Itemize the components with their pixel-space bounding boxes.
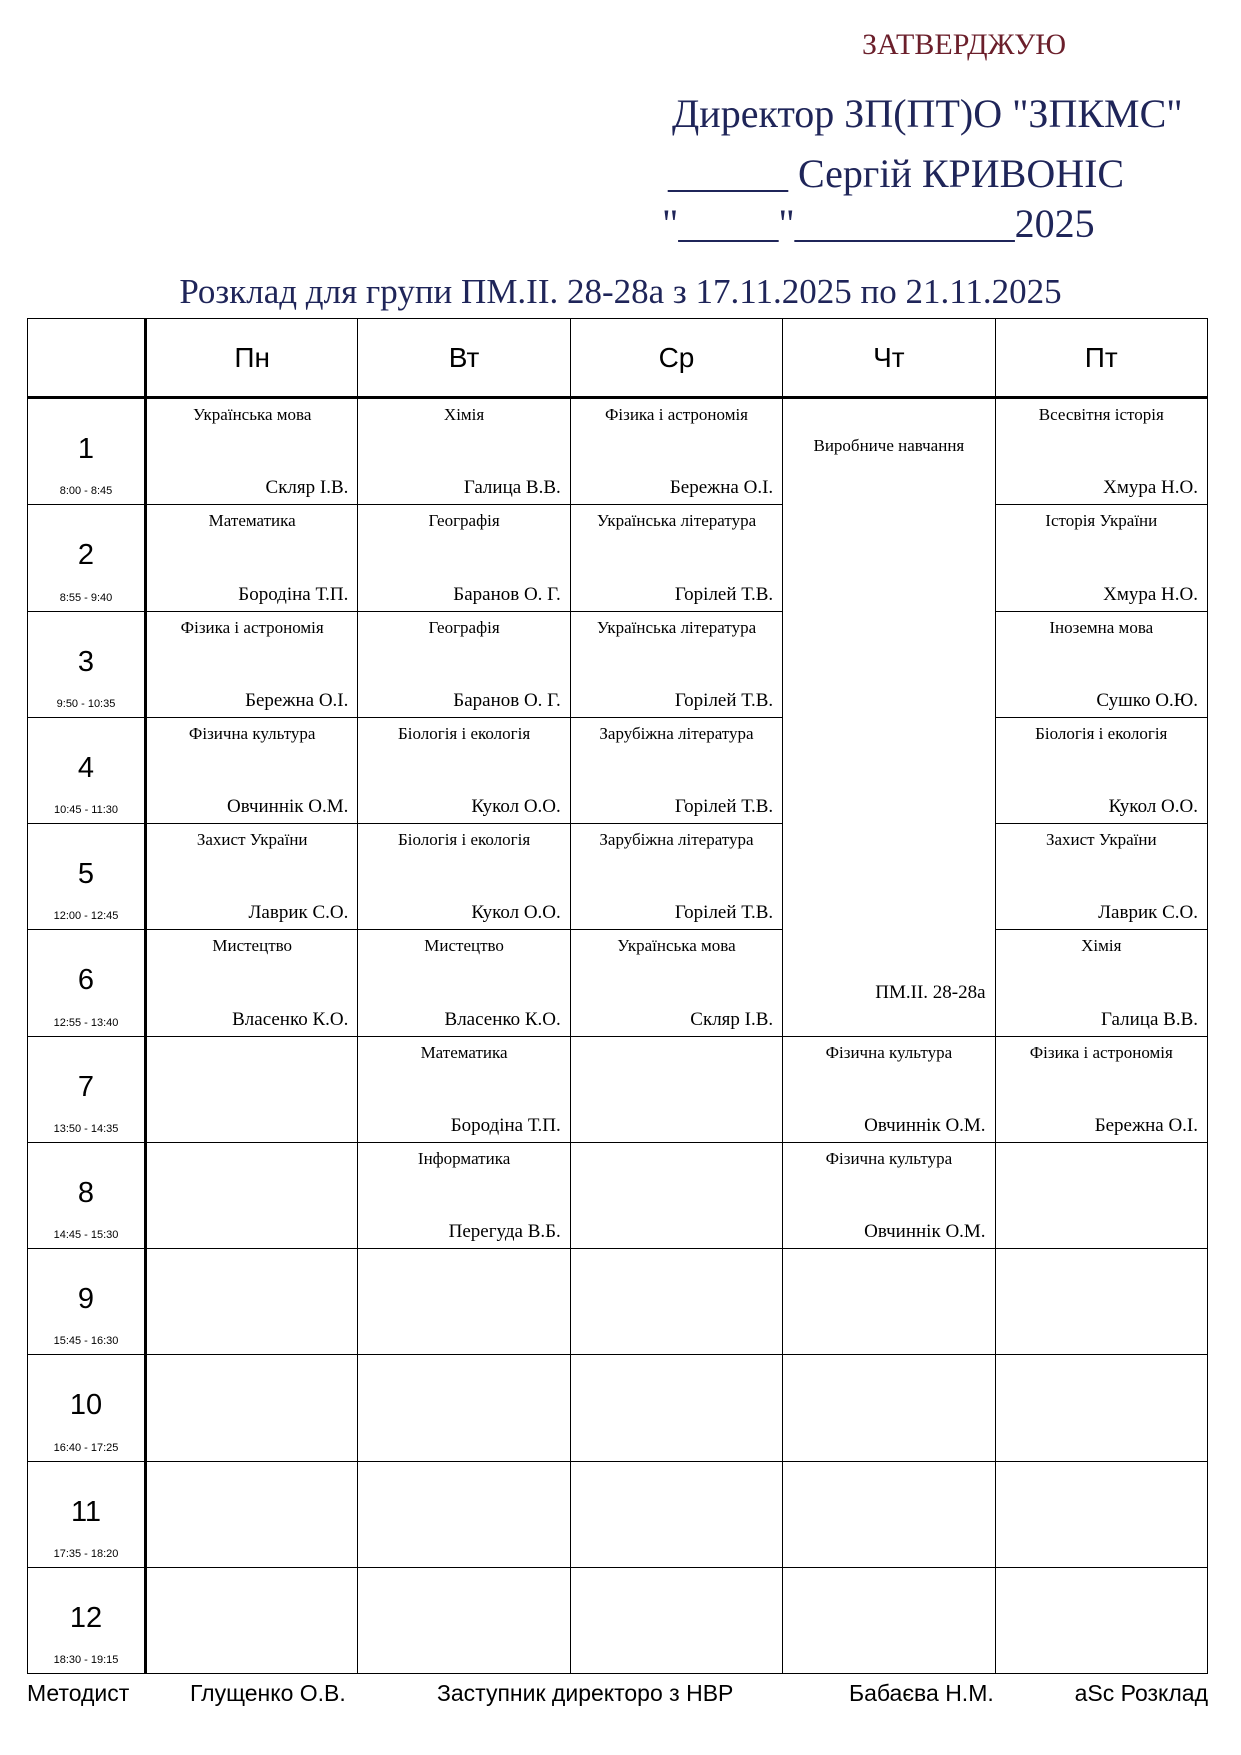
teacher-name: Кукол О.О. — [1108, 796, 1198, 818]
teacher-name: Лаврик С.О. — [1098, 902, 1198, 924]
subject-name: Захист України — [1045, 830, 1157, 850]
footer — [27, 1674, 1208, 1708]
empty-cell — [570, 1567, 782, 1673]
teacher-name: Горілей Т.В. — [674, 583, 774, 605]
schedule-title: Розклад для групи ПМ.ІІ. 28-28а з 17.11.2025 по 21.11.2025 — [179, 272, 1062, 311]
period-row — [28, 1036, 1208, 1142]
methodist-label: Методист — [27, 1680, 130, 1706]
subject-name: Українська мова — [617, 936, 736, 956]
empty-cell — [358, 1567, 570, 1673]
approval-heading: ЗАТВЕРДЖУЮ — [862, 28, 1067, 61]
period-time: 8:55 - 9:40 — [59, 591, 113, 604]
lesson-cell — [146, 824, 358, 930]
teacher-name: Лаврик С.О. — [248, 902, 349, 924]
empty-cell — [146, 1249, 358, 1355]
teacher-name: Галица В.В. — [463, 477, 561, 499]
lesson-cell — [570, 824, 782, 930]
methodist-name: Глущенко О.В. — [190, 1680, 346, 1706]
period-time: 14:45 - 15:30 — [53, 1229, 119, 1242]
subject-name: Географія — [428, 511, 500, 531]
period-row — [28, 398, 1208, 505]
lesson-cell — [570, 930, 782, 1036]
teacher-name: Скляр І.В. — [265, 477, 349, 499]
subject-name: Хімія — [443, 405, 485, 425]
teacher-name: Власенко К.О. — [232, 1008, 349, 1030]
teacher-name: Бережна О.І. — [1094, 1114, 1198, 1136]
software-credit: aSc Розклад — [1074, 1680, 1208, 1706]
approval-date: "_____"___________2025 — [662, 201, 1095, 246]
lesson-cell — [570, 611, 782, 717]
subject-name: Фізика і астрономія — [180, 617, 324, 637]
empty-cell — [995, 1142, 1207, 1248]
empty-cell — [146, 1461, 358, 1567]
period-number: 1 — [77, 433, 95, 466]
empty-cell — [146, 1036, 358, 1142]
teacher-name: Овчиннік О.М. — [864, 1114, 986, 1136]
period-row — [28, 1355, 1208, 1461]
subject-name: Мистецтво — [212, 936, 293, 956]
lesson-cell — [358, 1142, 570, 1248]
period-time: 16:40 - 17:25 — [53, 1441, 119, 1454]
period-cell — [28, 930, 146, 1036]
subject-name: Фізична культура — [825, 1042, 953, 1062]
empty-cell — [570, 1142, 782, 1248]
period-time: 13:50 - 14:35 — [53, 1122, 119, 1135]
teacher-name: Кукол О.О. — [471, 902, 561, 924]
empty-cell — [570, 1355, 782, 1461]
lesson-cell — [995, 717, 1207, 823]
teacher-name: Баранов О. Г. — [453, 583, 561, 605]
lesson-cell — [146, 611, 358, 717]
director-signature: ______ Сергій КРИВОНІС — [668, 151, 1125, 196]
subject-name: Виробниче навчання — [813, 436, 965, 456]
director-position: Директор ЗП(ПТ)О "ЗПКМС" — [672, 91, 1183, 136]
period-cell — [28, 1036, 146, 1142]
period-row — [28, 1142, 1208, 1248]
period-number: 10 — [69, 1389, 103, 1422]
group-name: ПМ.ІІ. 28-28а — [875, 981, 986, 1003]
lesson-cell — [358, 505, 570, 611]
period-number: 2 — [77, 539, 95, 572]
teacher-name: Галица В.В. — [1101, 1008, 1198, 1030]
period-time: 18:30 - 19:15 — [53, 1654, 119, 1666]
lesson-cell — [358, 611, 570, 717]
subject-name: Біологія і екологія — [1035, 723, 1168, 743]
day-header: Чт — [783, 319, 995, 398]
teacher-name: Хмура Н.О. — [1103, 477, 1198, 499]
period-row — [28, 1567, 1208, 1673]
period-time: 10:45 - 11:30 — [53, 804, 118, 817]
lesson-cell-merged — [783, 398, 995, 1036]
subject-name: Мистецтво — [424, 936, 504, 956]
subject-name: Біологія і екологія — [397, 723, 531, 743]
period-number: 9 — [77, 1283, 95, 1316]
subject-name: Математика — [208, 511, 296, 531]
period-row — [28, 611, 1208, 717]
empty-cell — [358, 1461, 570, 1567]
lesson-cell — [995, 398, 1207, 505]
subject-name: Захист України — [196, 830, 308, 850]
subject-name: Українська мова — [193, 405, 312, 425]
teacher-name: Бородіна Т.П. — [450, 1114, 561, 1136]
empty-cell — [146, 1355, 358, 1461]
corner-cell — [28, 319, 146, 398]
day-header: Ср — [570, 319, 782, 398]
period-number: 7 — [77, 1070, 95, 1103]
period-row — [28, 930, 1208, 1036]
deputy-label: Заступник директоро з НВР — [437, 1680, 734, 1706]
lesson-cell — [358, 717, 570, 823]
teacher-name: Овчиннік О.М. — [226, 796, 349, 818]
empty-cell — [783, 1567, 995, 1673]
period-cell — [28, 1567, 146, 1673]
empty-cell — [570, 1036, 782, 1142]
lesson-cell — [783, 1142, 995, 1248]
period-row — [28, 1461, 1208, 1567]
teacher-name: Кукол О.О. — [471, 796, 561, 818]
empty-cell — [146, 1142, 358, 1248]
empty-cell — [995, 1249, 1207, 1355]
empty-cell — [995, 1567, 1207, 1673]
period-number: 5 — [77, 858, 95, 891]
lesson-cell — [995, 611, 1207, 717]
subject-name: Зарубіжна література — [599, 723, 754, 743]
teacher-name: Горілей Т.В. — [674, 796, 774, 818]
period-row — [28, 717, 1208, 823]
period-cell — [28, 505, 146, 611]
subject-name: Біологія і екологія — [397, 830, 531, 850]
lesson-cell — [570, 717, 782, 823]
subject-name: Історія України — [1045, 511, 1158, 531]
teacher-name: Горілей Т.В. — [674, 689, 774, 711]
period-number: 6 — [77, 964, 95, 997]
empty-cell — [995, 1355, 1207, 1461]
teacher-name: Сушко О.Ю. — [1096, 689, 1198, 711]
period-cell — [28, 1355, 146, 1461]
subject-name: Фізична культура — [188, 723, 316, 743]
schedule-table — [27, 318, 1208, 1674]
empty-cell — [358, 1355, 570, 1461]
empty-cell — [146, 1567, 358, 1673]
subject-name: Фізика і астрономія — [1029, 1042, 1173, 1062]
period-number: 4 — [77, 751, 95, 784]
period-time: 9:50 - 10:35 — [56, 697, 116, 710]
period-time: 12:55 - 13:40 — [53, 1016, 119, 1029]
period-cell — [28, 824, 146, 930]
subject-name: Географія — [428, 617, 500, 637]
period-cell — [28, 1142, 146, 1248]
lesson-cell — [358, 930, 570, 1036]
teacher-name: Перегуда В.Б. — [448, 1221, 561, 1243]
teacher-name: Бережна О.І. — [245, 689, 349, 711]
empty-cell — [570, 1249, 782, 1355]
empty-cell — [570, 1461, 782, 1567]
teacher-name: Хмура Н.О. — [1103, 583, 1198, 605]
subject-name: Українська література — [596, 511, 757, 531]
teacher-name: Бережна О.І. — [669, 477, 774, 499]
empty-cell — [783, 1249, 995, 1355]
subject-name: Фізика і астрономія — [604, 405, 748, 425]
period-number: 12 — [69, 1601, 103, 1634]
period-time: 8:00 - 8:45 — [59, 485, 113, 498]
day-header: Вт — [358, 319, 570, 398]
period-time: 15:45 - 16:30 — [53, 1335, 119, 1348]
period-number: 11 — [70, 1495, 102, 1528]
period-number: 3 — [77, 645, 95, 678]
lesson-cell — [358, 1036, 570, 1142]
period-cell — [28, 1249, 146, 1355]
lesson-cell — [783, 1036, 995, 1142]
empty-cell — [358, 1249, 570, 1355]
empty-cell — [995, 1461, 1207, 1567]
teacher-name: Баранов О. Г. — [453, 689, 561, 711]
period-time: 12:00 - 12:45 — [53, 910, 119, 923]
period-time: 17:35 - 18:20 — [53, 1547, 119, 1560]
teacher-name: Власенко К.О. — [444, 1008, 561, 1030]
deputy-name: Бабаєва Н.М. — [849, 1680, 994, 1706]
teacher-name: Овчиннік О.М. — [864, 1221, 986, 1243]
teacher-name: Горілей Т.В. — [674, 902, 774, 924]
period-row — [28, 824, 1208, 930]
period-number: 8 — [77, 1176, 95, 1209]
empty-cell — [783, 1461, 995, 1567]
lesson-cell — [146, 505, 358, 611]
subject-name: Всесвітня історія — [1038, 405, 1164, 425]
subject-name: Іноземна мова — [1049, 617, 1154, 637]
lesson-cell — [146, 930, 358, 1036]
subject-name: Фізична культура — [825, 1148, 953, 1168]
period-row — [28, 505, 1208, 611]
teacher-name: Бородіна Т.П. — [238, 583, 349, 605]
lesson-cell — [995, 930, 1207, 1036]
lesson-cell — [995, 1036, 1207, 1142]
lesson-cell — [570, 505, 782, 611]
lesson-cell — [995, 824, 1207, 930]
lesson-cell — [570, 398, 782, 505]
teacher-name: Скляр І.В. — [690, 1008, 774, 1030]
period-cell — [28, 398, 146, 505]
lesson-cell — [358, 398, 570, 505]
subject-name: Українська література — [596, 617, 757, 637]
period-row — [28, 1249, 1208, 1355]
empty-cell — [783, 1355, 995, 1461]
lesson-cell — [358, 824, 570, 930]
subject-name: Математика — [420, 1042, 508, 1062]
period-cell — [28, 717, 146, 823]
subject-name: Зарубіжна література — [599, 830, 754, 850]
subject-name: Хімія — [1081, 936, 1122, 956]
lesson-cell — [146, 398, 358, 505]
lesson-cell — [146, 717, 358, 823]
subject-name: Інформатика — [417, 1148, 511, 1168]
day-header-row — [28, 319, 1208, 398]
lesson-cell — [995, 505, 1207, 611]
day-header: Пт — [995, 319, 1207, 398]
day-header: Пн — [146, 319, 358, 398]
period-cell — [28, 611, 146, 717]
period-cell — [28, 1461, 146, 1567]
